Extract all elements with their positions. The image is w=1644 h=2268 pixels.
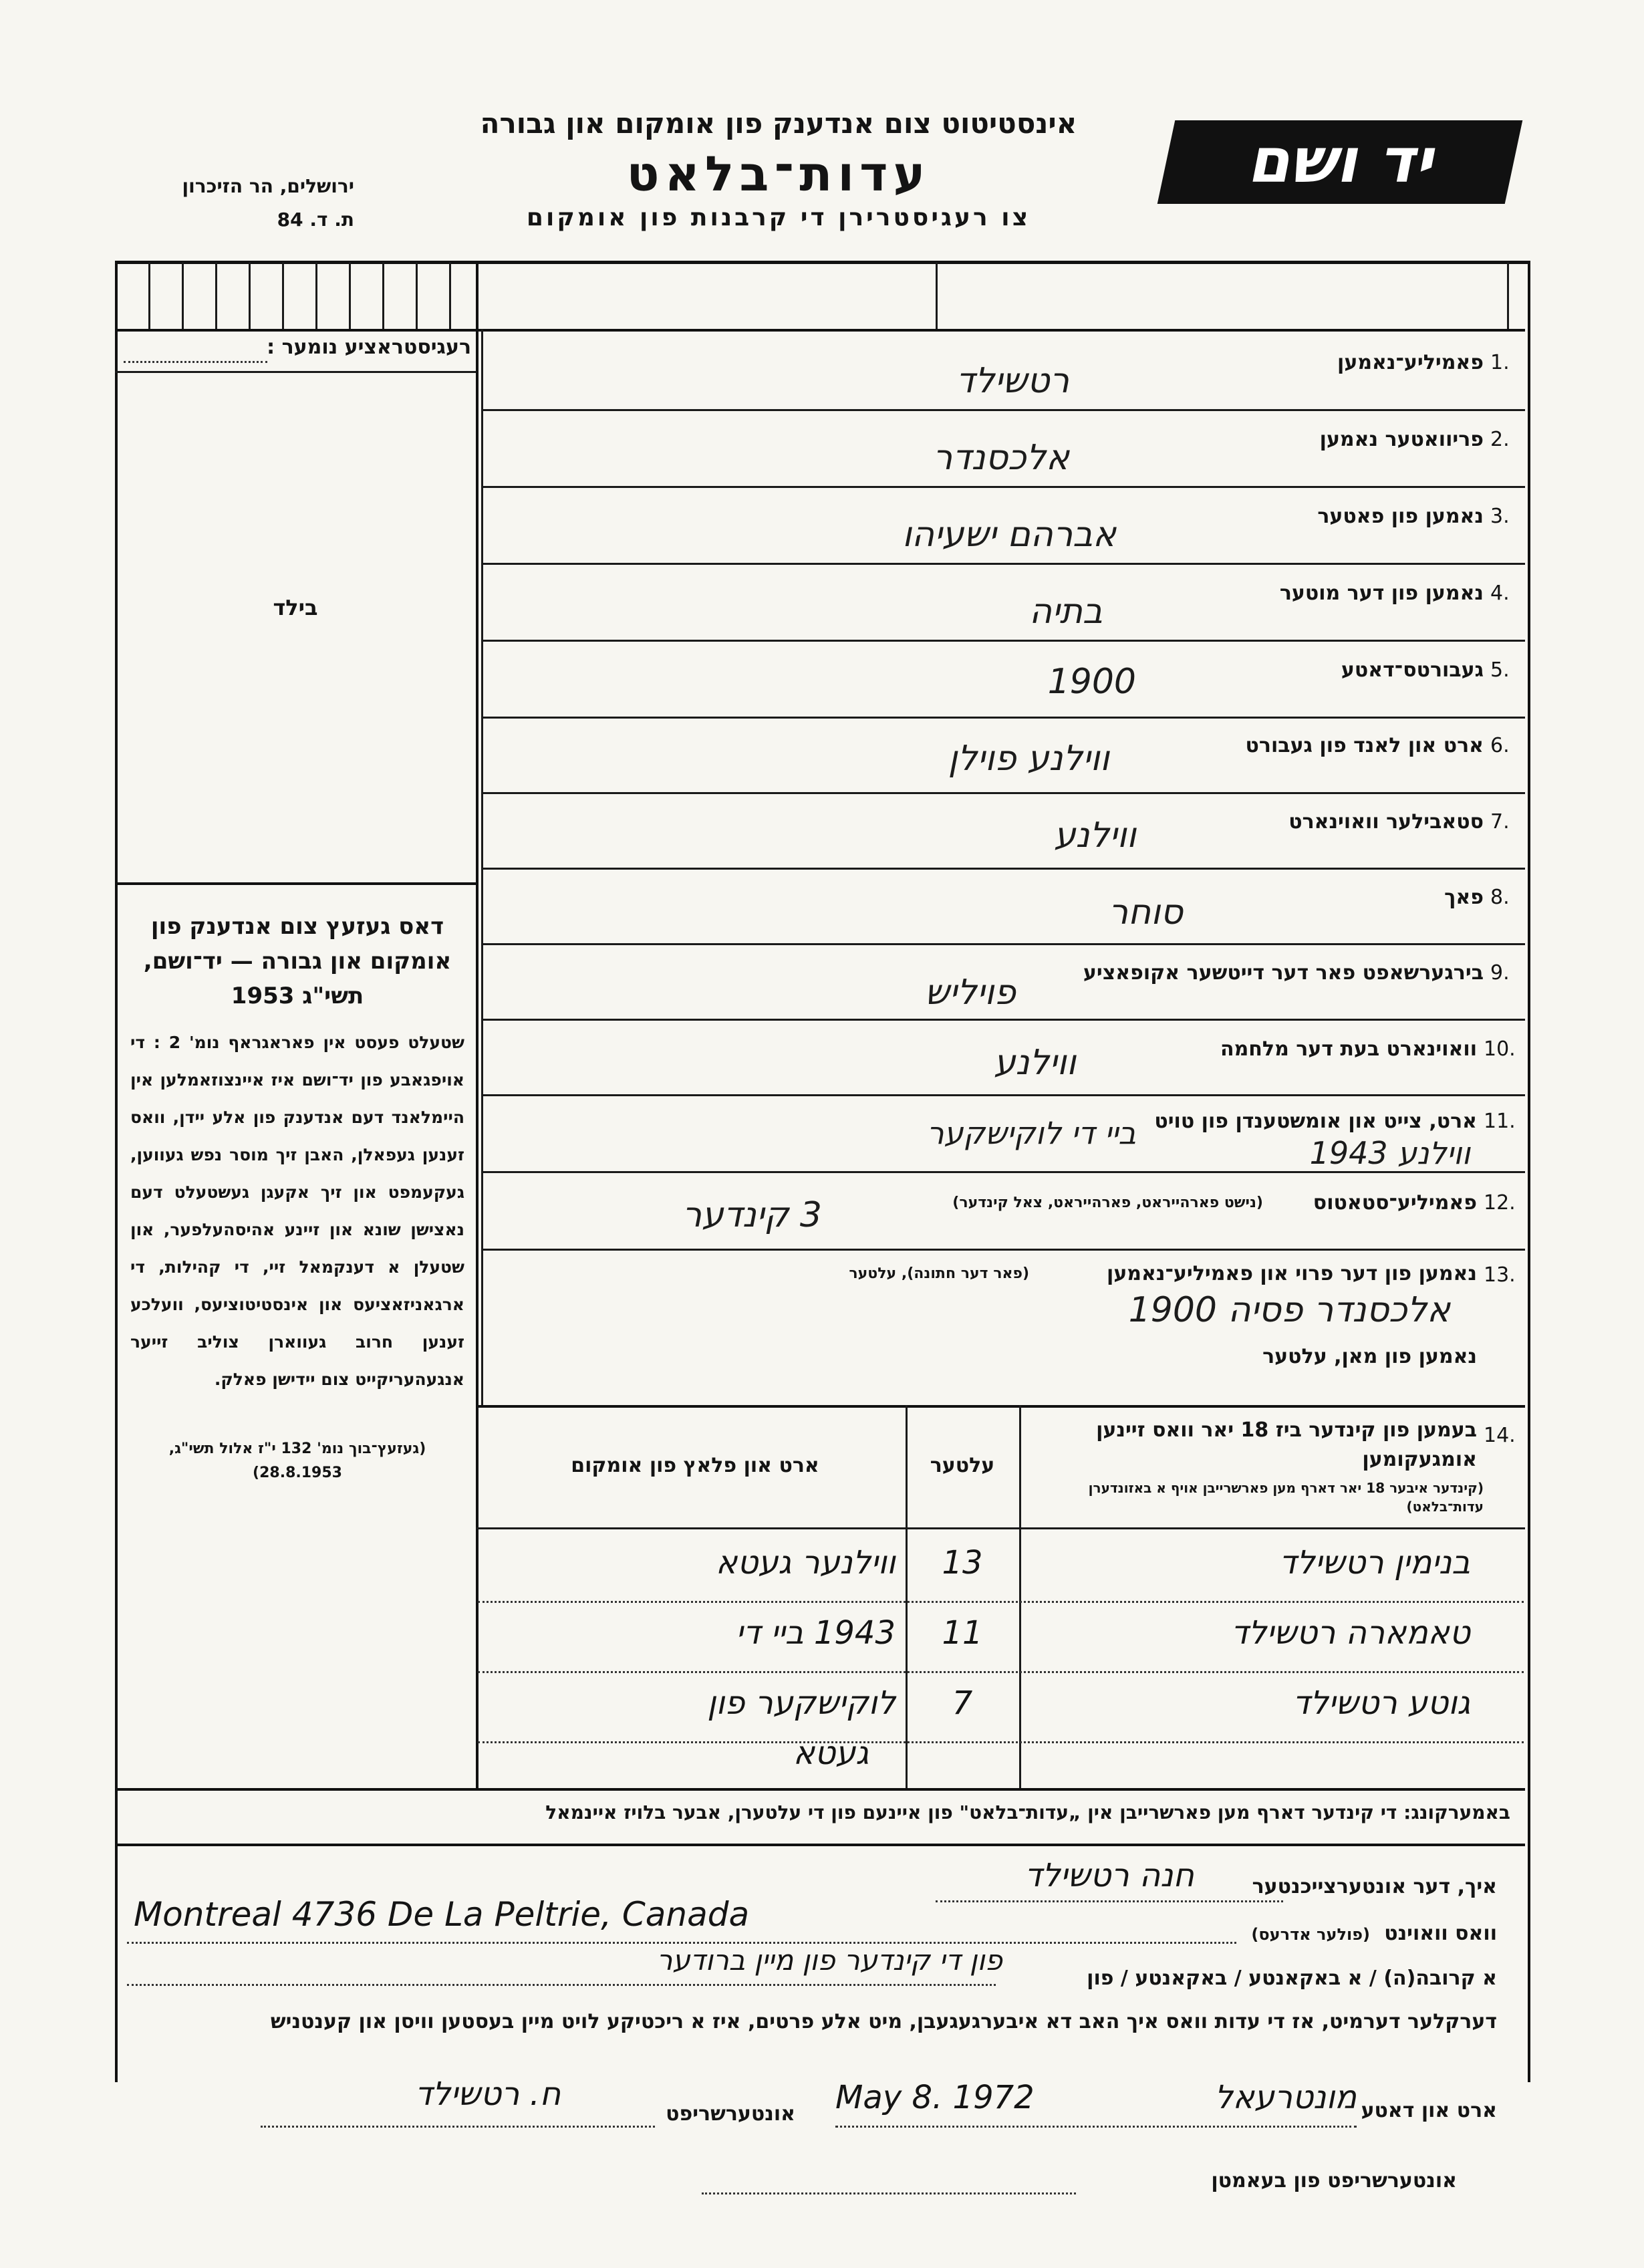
field-value-citizenship[interactable]: פויליש — [924, 973, 1016, 1013]
child-row-line — [478, 1741, 1524, 1743]
field-label-death-circumstances: ארט, צייט און אומשטענדן פון טויט — [1154, 1110, 1477, 1133]
children-section-label — [1029, 1416, 1477, 1475]
reg-box-divider — [282, 262, 284, 329]
address-note: (פולער אדרעס) — [1251, 1925, 1370, 1944]
field-number: 14. — [1484, 1424, 1516, 1447]
reg-box-divider — [382, 262, 384, 329]
signature-label: אונטערשריפט — [666, 2102, 795, 2126]
form-title: עדות־בלאט — [626, 146, 931, 202]
registration-label: רעגיסטראציע נומער : — [267, 336, 471, 359]
field-number: 12. — [1484, 1191, 1516, 1215]
reg-box-divider — [416, 262, 418, 329]
row-line — [481, 792, 1525, 794]
top-row-bottom-line — [476, 329, 1525, 332]
field-value-mother-name[interactable]: בתיה — [1029, 592, 1103, 632]
reg-box-divider — [449, 262, 451, 329]
children-section-note: (קינדער איבער 18 יאר דארף מען פארשרייבן אויף א באזונדערן עדות־בלאט) — [1088, 1480, 1484, 1515]
reg-box-divider — [249, 262, 251, 329]
field-label-family-name: פאמיליע־נאמען — [1337, 351, 1484, 374]
field-label-residence: סטאבילער וואוינארט — [1288, 810, 1484, 834]
top-row-tick — [936, 262, 938, 329]
children-name-divider — [1019, 1405, 1021, 1788]
postal-box: ת. ד. 84 — [277, 209, 354, 231]
official-signature-line — [702, 2192, 1076, 2194]
address-label: וואס וואוינט — [1384, 1922, 1497, 1945]
signature-line — [261, 2126, 655, 2128]
relation-value[interactable]: פון די קינדער פון מיין ברודער — [656, 1944, 1002, 1977]
field-number: 13. — [1484, 1263, 1516, 1287]
remark-bottom — [115, 1844, 1525, 1846]
field-number: 7. — [1490, 810, 1510, 834]
left-column-divider — [476, 261, 478, 1788]
reg-box-divider — [148, 262, 150, 329]
children-header-bottom — [476, 1527, 1525, 1529]
field-label-first-name: פריוואטער נאמען — [1319, 428, 1484, 451]
photo-label: בילד — [273, 595, 318, 620]
field-label-wife-name: נאמען פון דער פרוי און פאמיליע־נאמען — [1107, 1262, 1477, 1285]
children-section-label-text: בעמען פון קינדער ביז 18 יאר וואס זיינען אומגעקומען — [1096, 1418, 1477, 1471]
child-name[interactable]: טאמארה רטשילד — [1230, 1614, 1470, 1652]
child-place-continued[interactable]: געטא — [793, 1735, 869, 1772]
logo-text: יד ושם — [1247, 125, 1433, 197]
form-subtitle: צו רעגיסטרירן די קרבנות פון אומקום — [526, 204, 1031, 231]
law-title-line: תשי"ג 1953 — [231, 983, 364, 1009]
child-age[interactable]: 13 — [942, 1544, 983, 1582]
location: ירושלים, הר הזיכרון — [182, 175, 354, 197]
children-col-place: ארט און פלאץ פון אומקום — [571, 1454, 819, 1477]
field-number: 1. — [1490, 351, 1510, 374]
address-value[interactable]: Montreal 4736 De La Peltrie, Canada — [134, 1895, 750, 1934]
row-line — [481, 1019, 1525, 1021]
field-value-birth-place[interactable]: ווילנע פוילן — [948, 739, 1109, 779]
field-note-family-status: (נישט פארהייראט, פארהייראט, צאל קינדער) — [952, 1194, 1263, 1211]
reg-box-bottom — [115, 329, 476, 332]
law-citation: (געזעץ־בוך נומ' 132 י"ז אלול תשי"ג, 28.8.1953) — [168, 1440, 426, 1481]
relation-label: א קרובה(ה) / א באקאנטע / באקאנטע / פון — [1087, 1967, 1497, 1990]
field-label-profession: פאך — [1444, 886, 1484, 909]
field-label-birth-place: ארט און לאנד פון געבורט — [1245, 734, 1484, 757]
remark-top — [115, 1788, 1525, 1791]
field-number: 4. — [1490, 582, 1510, 605]
field-value-first-name[interactable]: אלכסנדר — [932, 438, 1069, 478]
field-note-wife-name: (פאר דער חתונה), עלטער — [849, 1265, 1029, 1282]
row-line — [481, 563, 1525, 565]
field-value-death-circumstances[interactable]: ביי די לוקישקער — [926, 1115, 1136, 1151]
field-value-wife-name[interactable]: אלכסנדר פסיה 1900 — [1128, 1290, 1450, 1330]
field-number: 10. — [1484, 1037, 1516, 1061]
reg-box-divider — [315, 262, 317, 329]
child-place[interactable]: ווילנער געטא — [716, 1544, 896, 1582]
institute-line: אינסטיטוט צום אנדענק פון אומקום און גבורה — [480, 107, 1077, 140]
field-number: 8. — [1490, 886, 1510, 909]
law-title — [130, 909, 464, 1013]
registration-number-line[interactable] — [124, 361, 267, 363]
field-label-birth-date: געבורטס־דאטע — [1341, 658, 1484, 682]
field-value-profession[interactable]: סוחר — [1108, 892, 1183, 932]
top-row-tick — [1507, 262, 1509, 329]
child-name[interactable]: בנימין רטשילד — [1279, 1544, 1470, 1582]
field-number: 11. — [1484, 1110, 1516, 1133]
row-line — [481, 943, 1525, 945]
field-value-family-name[interactable]: רטשילד — [956, 361, 1069, 401]
field-value-wartime-residence[interactable]: ווילנע — [994, 1043, 1076, 1083]
child-age[interactable]: 7 — [952, 1684, 973, 1722]
place-date-value[interactable]: May 8. 1972 — [835, 2079, 1035, 2116]
place-date-label: ארט און דאטע — [1361, 2099, 1497, 2122]
field-label-husband-name: נאמען פון מאן, עלטער — [1262, 1345, 1477, 1368]
children-col-age: עלטער — [930, 1454, 995, 1477]
undersigned-label: איך, דער אונטערצייכנטער — [1252, 1875, 1497, 1898]
field-column-guide — [481, 329, 483, 1405]
law-text: שטעלט פעסט אין פאראגראף נומ' 2 : די אויפגאבע פון יד־ושם איז איינצוזאמלען אין היימלאנד דעם אנדענק פון אלע יידן, וואס זענען געפאלן, האבן זיך מוסר נפש געווען, געקעמפט און זיך אקעגן געשטעלט דעם נאצישן שונא און זיינע אהיסהעלפער, און שטעלן א דענקמאל זיי, די קהילות, די ארגאניזאציעס און אינסטיטוציעס, וועלכע זענען חרוב געווארן צוליב זייער אנגעהעריקייט צום יידישן פאלק. — [130, 1033, 464, 1389]
reg-box-divider — [215, 262, 217, 329]
children-section-top — [476, 1405, 1525, 1408]
field-value-birth-date[interactable]: 1900 — [1047, 662, 1136, 702]
photo-box-bottom — [115, 882, 476, 885]
official-signature-label: אונטערשריפט פון בעאמטן — [1211, 2169, 1457, 2192]
field-label-citizenship: בירגערשאפט פאר דער דייטשער אקופאציע — [1083, 961, 1484, 985]
children-age-divider — [906, 1405, 908, 1788]
remark-text: באמערקונג: די קינדער דארף מען פארשרייבן אין „עדות־בלאט" פון איינעם פון די עלטערן, אבער בלויז איינמאל — [545, 1801, 1510, 1823]
place-date-line — [835, 2126, 1357, 2128]
row-line — [481, 409, 1525, 411]
reg-box-divider — [182, 262, 184, 329]
row-line — [481, 486, 1525, 488]
row-line — [481, 1171, 1525, 1173]
child-place[interactable]: לוקישקער פון — [707, 1684, 896, 1722]
field-number: 3. — [1490, 505, 1510, 528]
signature-value[interactable]: ח. רטשילד — [414, 2075, 561, 2113]
field-number: 6. — [1490, 734, 1510, 757]
field-number: 9. — [1490, 961, 1510, 985]
place-date-city[interactable]: מונטרעאל — [1214, 2079, 1357, 2116]
child-age[interactable]: 11 — [942, 1614, 983, 1652]
relation-line — [127, 1984, 996, 1986]
field-value-death-place[interactable]: ווילנע 1943 — [1309, 1135, 1470, 1171]
child-row-line — [478, 1671, 1524, 1673]
child-name[interactable]: גוטע רטשילד — [1292, 1684, 1470, 1722]
field-number: 5. — [1490, 658, 1510, 682]
field-label-mother-name: נאמען פון דער מוטער — [1279, 582, 1484, 605]
registration-box-bottom — [115, 371, 476, 373]
child-place[interactable]: 1943 ביי די — [736, 1614, 896, 1652]
row-line — [481, 717, 1525, 719]
law-title-line: אומקום און גבורה — יד־ושם, — [143, 948, 452, 975]
row-line — [481, 1094, 1525, 1096]
field-label-father-name: נאמען פון פאטער — [1317, 505, 1484, 528]
declaration-text: דערקלער דערמיט, אז די עדות וואס איך האב דא איבערגעגעבן, מיט אלע פרטים, איז א ריכטיקע לויט מיין בעסטען וויסן און קענטניש — [270, 2010, 1497, 2033]
field-value-family-status[interactable]: 3 קינדער — [682, 1195, 822, 1235]
row-line — [481, 640, 1525, 642]
field-value-residence[interactable]: ווילנע — [1054, 815, 1136, 856]
row-line — [481, 868, 1525, 870]
field-value-father-name[interactable]: אברהם ישעיהו — [902, 515, 1116, 555]
field-label-wartime-residence: וואוינארט בעת דער מלחמה — [1220, 1037, 1477, 1061]
undersigned-value[interactable]: חנה רטשילד — [1024, 1857, 1194, 1894]
child-row-line — [478, 1601, 1524, 1603]
law-title-line: דאס געזעץ צום אנדענק פון — [150, 913, 444, 940]
field-label-family-status: פאמיליע־סטאטוס — [1313, 1191, 1477, 1215]
reg-box-divider — [349, 262, 351, 329]
field-number: 2. — [1490, 428, 1510, 451]
row-line — [481, 1249, 1525, 1251]
